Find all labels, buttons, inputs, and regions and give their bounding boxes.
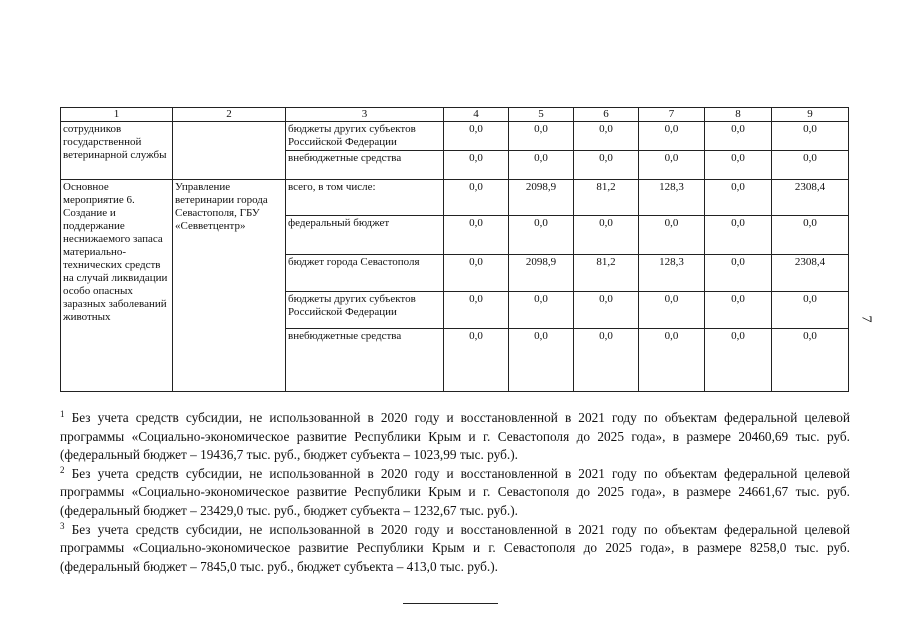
value-cell: 2308,4 bbox=[772, 180, 849, 216]
value-cell: 0,0 bbox=[772, 216, 849, 255]
table-row bbox=[61, 180, 849, 216]
executor-cell: Управление ветеринарии города Севастополя, ГБУ «Севветцентр» bbox=[173, 180, 286, 392]
funding-source-cell: бюджет города Севастополя bbox=[286, 255, 444, 292]
footnote-mark: 2 bbox=[60, 464, 65, 475]
column-number: 7 bbox=[639, 108, 705, 122]
value-cell: 0,0 bbox=[772, 151, 849, 180]
value-cell: 0,0 bbox=[444, 122, 509, 151]
footnote bbox=[60, 521, 850, 577]
value-cell: 0,0 bbox=[444, 216, 509, 255]
column-number: 4 bbox=[444, 108, 509, 122]
footnote-mark: 1 bbox=[60, 409, 65, 419]
value-cell: 128,3 bbox=[639, 255, 705, 292]
column-number-row bbox=[61, 108, 849, 122]
funding-source-cell: внебюджетные средства bbox=[286, 329, 444, 392]
value-cell: 0,0 bbox=[639, 122, 705, 151]
value-cell: 0,0 bbox=[772, 122, 849, 151]
value-cell: 0,0 bbox=[444, 180, 509, 216]
column-number: 2 bbox=[173, 108, 286, 122]
column-number: 3 bbox=[286, 108, 444, 122]
footnotes bbox=[60, 409, 850, 576]
column-number: 9 bbox=[772, 108, 849, 122]
value-cell: 0,0 bbox=[509, 216, 574, 255]
page-number: 7 bbox=[858, 315, 874, 323]
value-cell: 0,0 bbox=[509, 292, 574, 329]
budget-table bbox=[60, 107, 849, 392]
column-number: 6 bbox=[574, 108, 639, 122]
value-cell: 0,0 bbox=[574, 329, 639, 392]
table-row bbox=[61, 122, 849, 151]
column-number: 5 bbox=[509, 108, 574, 122]
footnote-mark: 3 bbox=[60, 520, 65, 531]
value-cell: 0,0 bbox=[509, 151, 574, 180]
footnote bbox=[60, 465, 850, 521]
value-cell: 0,0 bbox=[444, 292, 509, 329]
funding-source-cell: бюджеты других субъектов Российской Федерации bbox=[286, 122, 444, 151]
value-cell: 0,0 bbox=[639, 151, 705, 180]
value-cell: 0,0 bbox=[509, 329, 574, 392]
funding-source-cell: бюджеты других субъектов Российской Федерации bbox=[286, 292, 444, 329]
value-cell: 0,0 bbox=[705, 292, 772, 329]
footnote-text: Без учета средств субсидии, не использованной в 2020 году и восстановленной в 2021 году по объектам федеральной целевой программы «Социально-экономическое развитие Республики Крым и г. Севастополя до 2025 года», в размере 8258,0 тыс. руб. (федеральный бюджет – 7845,0 тыс. руб., бюджет субъекта – 413,0 тыс. руб.). bbox=[60, 521, 851, 574]
footnote-text: Без учета средств субсидии, не использованной в 2020 году и восстановленной в 2021 году по объектам федеральной целевой программы «Социально-экономическое развитие Республики Крым и г. Севастополя до 2025 года», в размере 24661,67 тыс. руб. (федеральный бюджет – 23429,0 тыс. руб., бюджет субъекта – 1232,67 тыс. руб.). bbox=[60, 465, 851, 518]
column-number: 1 bbox=[61, 108, 173, 122]
value-cell: 0,0 bbox=[639, 216, 705, 255]
value-cell: 0,0 bbox=[705, 151, 772, 180]
value-cell: 0,0 bbox=[705, 255, 772, 292]
footer-separator-line bbox=[403, 603, 498, 604]
value-cell: 2098,9 bbox=[509, 255, 574, 292]
value-cell: 0,0 bbox=[574, 216, 639, 255]
executor-cell bbox=[173, 122, 286, 180]
value-cell: 0,0 bbox=[705, 329, 772, 392]
value-cell: 2098,9 bbox=[509, 180, 574, 216]
value-cell: 0,0 bbox=[772, 329, 849, 392]
value-cell: 0,0 bbox=[705, 122, 772, 151]
column-number: 8 bbox=[705, 108, 772, 122]
value-cell: 0,0 bbox=[574, 122, 639, 151]
value-cell: 0,0 bbox=[639, 329, 705, 392]
value-cell: 0,0 bbox=[639, 292, 705, 329]
value-cell: 128,3 bbox=[639, 180, 705, 216]
value-cell: 0,0 bbox=[705, 180, 772, 216]
value-cell: 0,0 bbox=[444, 255, 509, 292]
measure-name-cell: Основное мероприятие 6. Создание и поддержание неснижаемого запаса материально-технических средств на случай ликвидации особо опасных заразных заболеваний животных bbox=[61, 180, 173, 392]
value-cell: 0,0 bbox=[444, 329, 509, 392]
funding-source-cell: внебюджетные средства bbox=[286, 151, 444, 180]
footnote bbox=[60, 409, 850, 465]
footnote-text: Без учета средств субсидии, не использованной в 2020 году и восстановленной в 2021 году по объектам федеральной целевой программы «Социально-экономическое развитие Республики Крым и г. Севастополя до 2025 года», в размере 20460,69 тыс. руб. (федеральный бюджет – 19436,7 тыс. руб., бюджет субъекта – 1023,99 тыс. руб.). bbox=[60, 410, 851, 463]
value-cell: 2308,4 bbox=[772, 255, 849, 292]
value-cell: 0,0 bbox=[509, 122, 574, 151]
value-cell: 81,2 bbox=[574, 255, 639, 292]
value-cell: 0,0 bbox=[772, 292, 849, 329]
measure-name-cell: сотрудников государственной ветеринарной службы bbox=[61, 122, 173, 180]
value-cell: 0,0 bbox=[574, 151, 639, 180]
value-cell: 0,0 bbox=[705, 216, 772, 255]
funding-source-cell: федеральный бюджет bbox=[286, 216, 444, 255]
value-cell: 81,2 bbox=[574, 180, 639, 216]
funding-source-cell: всего, в том числе: bbox=[286, 180, 444, 216]
value-cell: 0,0 bbox=[574, 292, 639, 329]
value-cell: 0,0 bbox=[444, 151, 509, 180]
